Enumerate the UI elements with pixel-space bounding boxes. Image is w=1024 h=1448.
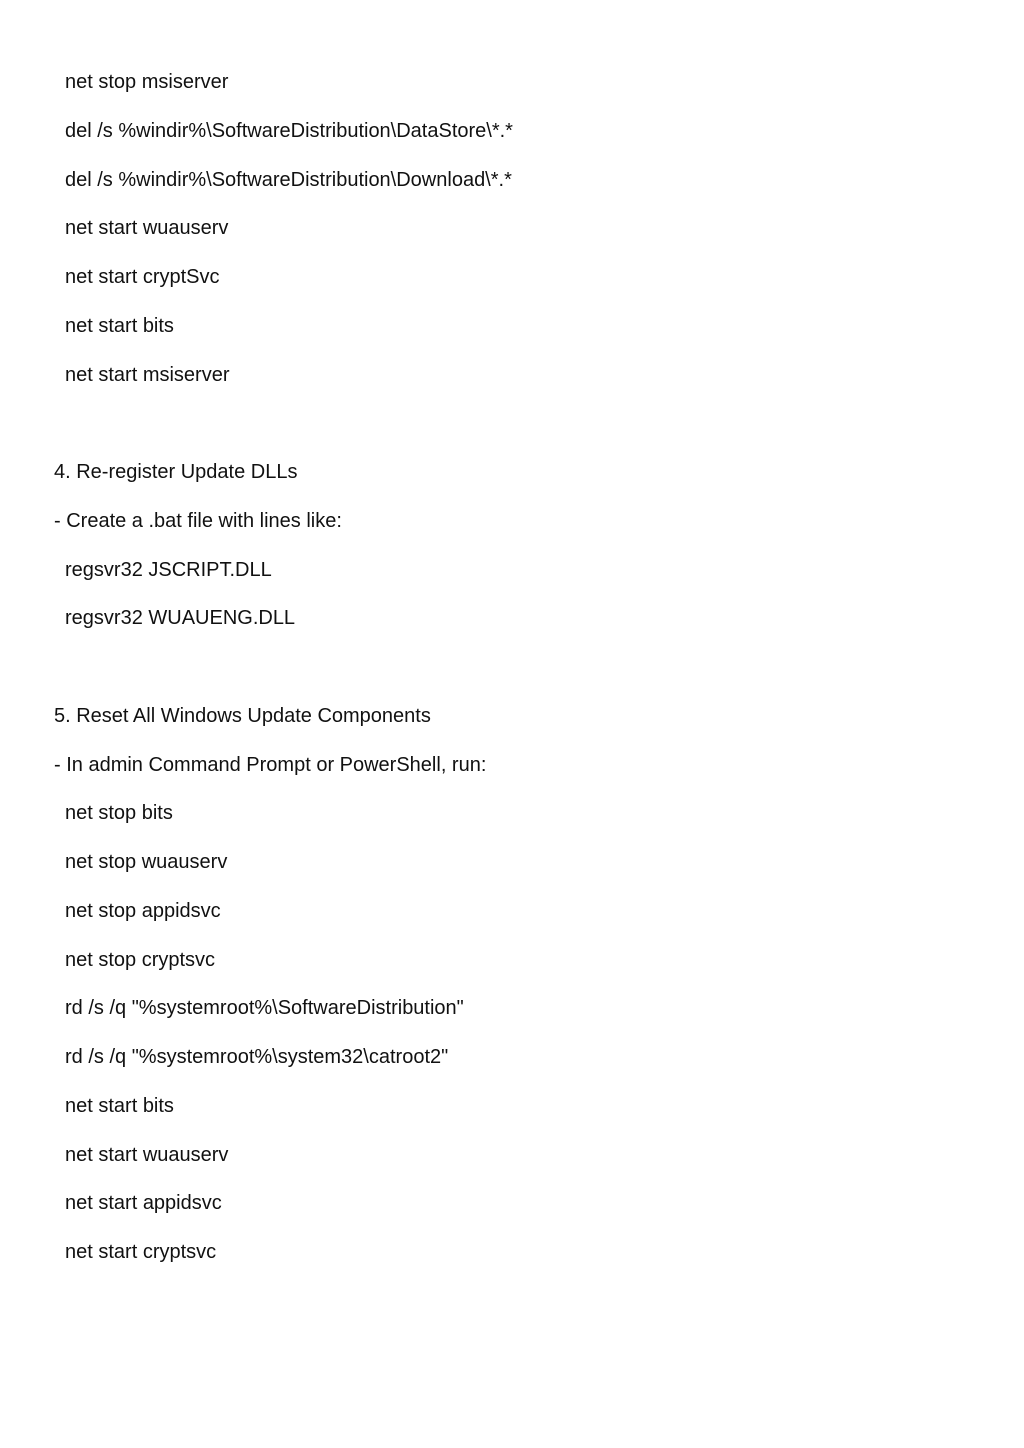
- command-line: net start cryptsvc: [65, 1241, 217, 1263]
- command-line: rd /s /q "%systemroot%\system32\catroot2": [65, 1046, 449, 1068]
- blank-line: [54, 399, 994, 448]
- section-instruction: - In admin Command Prompt or PowerShell, run:: [54, 753, 487, 776]
- command-line: del /s %windir%\SoftwareDistribution\Download\*.*: [65, 168, 512, 191]
- command-line: net start bits: [65, 1094, 174, 1117]
- command-line: net start appidsvc: [65, 1192, 222, 1215]
- blank-line: [54, 643, 994, 692]
- command-line: regsvr32 JSCRIPT.DLL: [65, 558, 272, 581]
- command-line: del /s %windir%\SoftwareDistribution\DataStore\*.*: [65, 119, 513, 142]
- section-heading: 5. Reset All Windows Update Components: [54, 704, 431, 727]
- section-instruction: - Create a .bat file with lines like:: [54, 509, 342, 532]
- command-line: net start bits: [65, 314, 174, 337]
- section-reset-components: [54, 692, 994, 1277]
- command-line: net stop msiserver: [65, 71, 229, 93]
- command-line: net start msiserver: [65, 363, 230, 386]
- command-line: net stop wuauserv: [65, 851, 228, 873]
- command-block-services: [54, 58, 994, 399]
- document-page: [54, 58, 994, 1277]
- command-line: net stop cryptsvc: [65, 948, 216, 971]
- section-reregister-dlls: [54, 448, 994, 643]
- section-heading: 4. Re-register Update DLLs: [54, 461, 298, 483]
- command-line: net stop bits: [65, 802, 173, 825]
- command-line: rd /s /q "%systemroot%\SoftwareDistribution": [65, 997, 464, 1020]
- command-line: net stop appidsvc: [65, 899, 221, 922]
- command-line: regsvr32 WUAUENG.DLL: [65, 607, 296, 630]
- command-line: net start wuauserv: [65, 1143, 229, 1166]
- command-line: net start wuauserv: [65, 217, 229, 240]
- command-line: net start cryptSvc: [65, 266, 220, 288]
